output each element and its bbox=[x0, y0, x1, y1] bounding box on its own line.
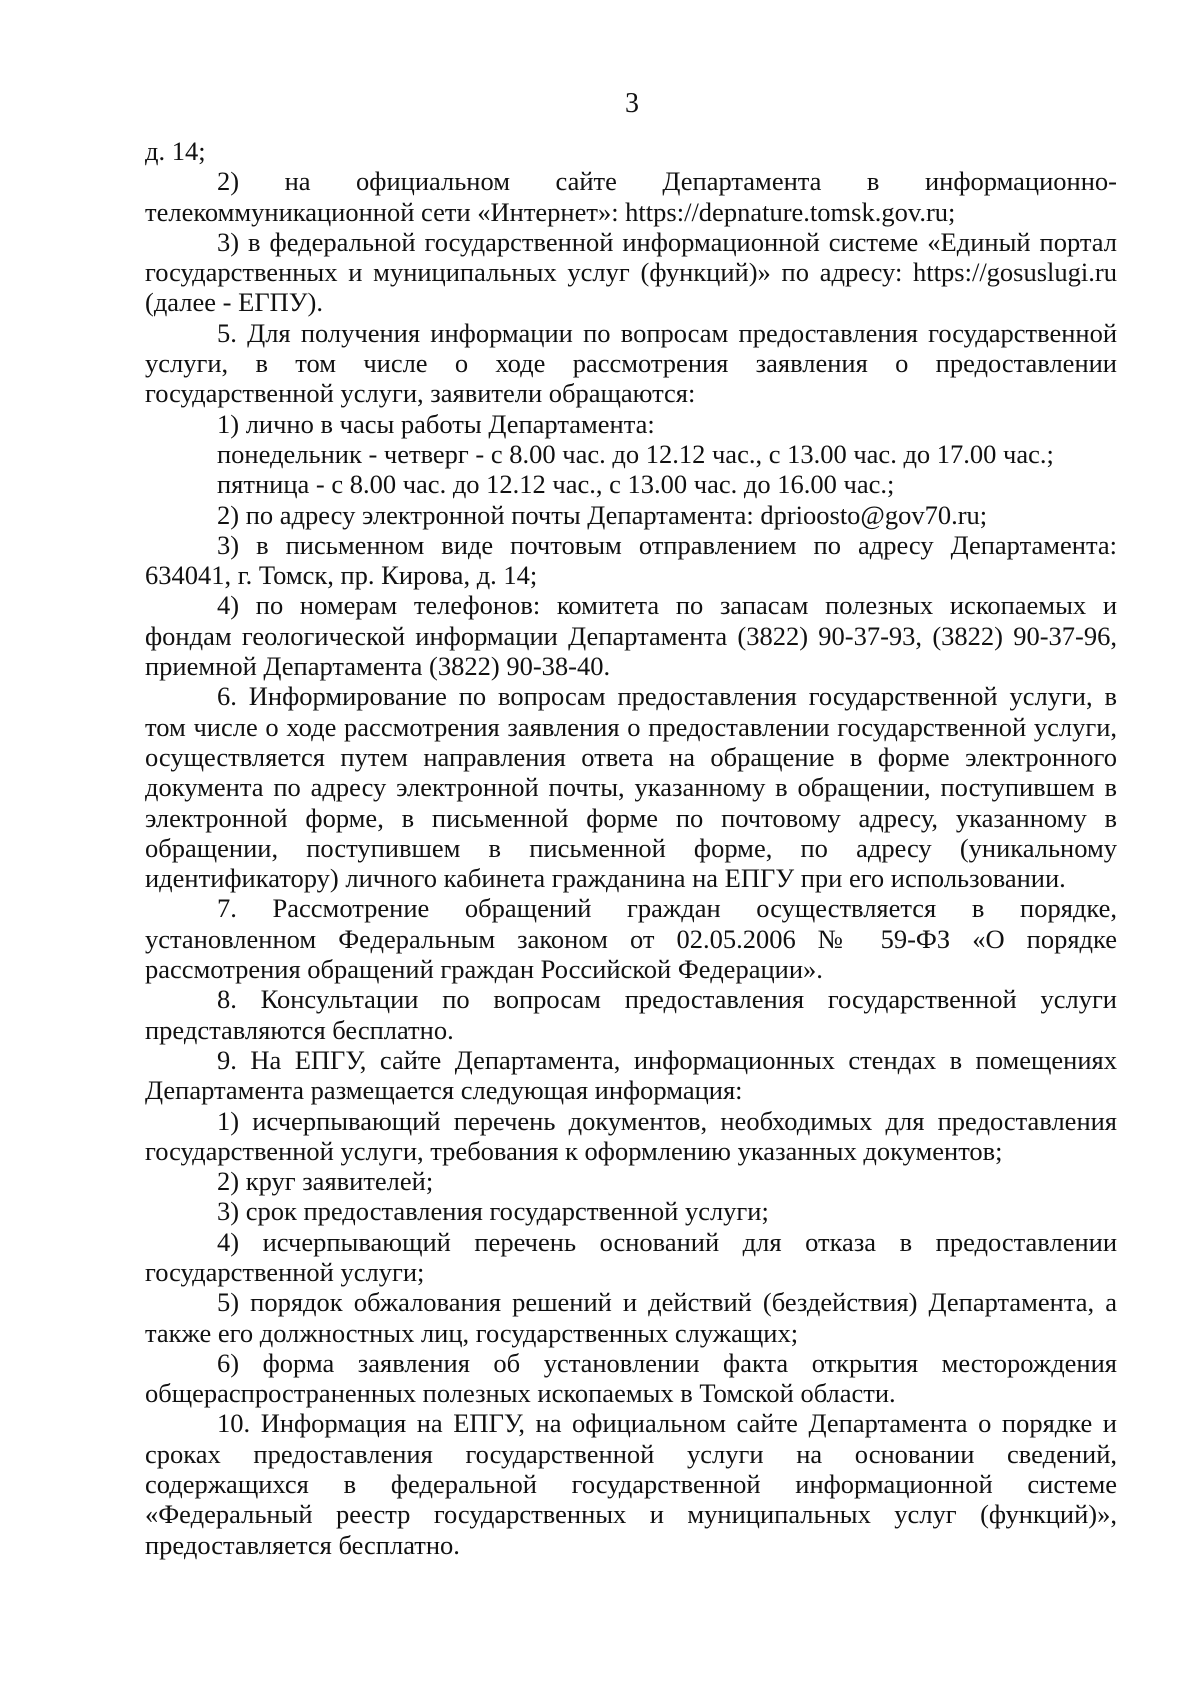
paragraph-item-3-epgu: 3) в федеральной государственной информационной системе «Единый портал государственных и муниципальных услуг (функций)» по адресу: https://gosuslugi.ru (далее - ЕГПУ). bbox=[145, 226, 1117, 318]
paragraph-5: 5. Для получения информации по вопросам предоставления государственной услуги, в том числе о ходе рассмотрения заявления о предоставлении государственной услуги, заявители обращаются: bbox=[145, 317, 1117, 409]
paragraph-7: 7. Рассмотрение обращений граждан осуществляется в порядке, установленном Федеральным законом от 02.05.2006 № 59-ФЗ «О порядке рассмотрения обращений граждан Российской Федерации». bbox=[145, 893, 1117, 985]
paragraph-8: 8. Консультации по вопросам предоставления государственной услуги представляются бесплатно. bbox=[145, 984, 1117, 1045]
paragraph-9-item-3: 3) срок предоставления государственной услуги; bbox=[217, 1196, 769, 1227]
paragraph-item-2-official-site: 2) на официальном сайте Департамента в информационно-телекоммуникационной сети «Интернет»: https://depnature.tomsk.gov.ru; bbox=[145, 166, 1117, 227]
paragraph-9-item-1: 1) исчерпывающий перечень документов, необходимых для предоставления государственной услуги, требования к оформлению указанных документов; bbox=[145, 1105, 1117, 1166]
paragraph-6: 6. Информирование по вопросам предоставления государственной услуги, в том числе о ходе рассмотрения заявления о предоставлении государственной услуги, осуществляется путем направления ответа на обращение в форме электронного документа по адресу электронной почты, указанному в обращении, поступившем в электронной форме, в письменной форме по почтовому адресу, указанному в обращении, поступившем в письменной форме, по адресу (уникальному идентификатору) личного кабинета гражданина на ЕПГУ при его использовании. bbox=[145, 681, 1117, 894]
paragraph-10: 10. Информация на ЕПГУ, на официальном сайте Департамента о порядке и сроках предоставления государственной услуги на основании сведений, содержащихся в федеральной государственной информационной системе «Федеральный реестр государственных и муниципальных услуг (функций)», предоставляется бесплатно. bbox=[145, 1408, 1117, 1560]
paragraph-9-item-6: 6) форма заявления об установлении факта открытия месторождения общераспространенных полезных ископаемых в Томской области. bbox=[145, 1347, 1117, 1409]
paragraph-9-item-4: 4) исчерпывающий перечень оснований для отказа в предоставлении государственной услуги; bbox=[145, 1226, 1117, 1287]
paragraph-5-item-2-email: 2) по адресу электронной почты Департамента: dprioosto@gov70.ru; bbox=[217, 499, 988, 530]
paragraph-5-item-3-mail: 3) в письменном виде почтовым отправлением по адресу Департамента: 634041, г. Томск, пр. Кирова, д. 14; bbox=[145, 529, 1117, 591]
paragraph-5-item-1: 1) лично в часы работы Департамента: bbox=[217, 408, 655, 439]
paragraph-9: 9. На ЕПГУ, сайте Департамента, информационных стендах в помещениях Департамента размещается следующая информация: bbox=[145, 1044, 1117, 1106]
paragraph-9-item-2: 2) круг заявителей; bbox=[217, 1166, 434, 1197]
document-body bbox=[145, 136, 1117, 1560]
page-number: 3 bbox=[625, 88, 639, 119]
paragraph-5-item-4-phones: 4) по номерам телефонов: комитета по запасам полезных ископаемых и фондам геологической информации Департамента (3822) 90-37-93, (3822) 90-37-96, приемной Департамента (3822) 90-38-40. bbox=[145, 590, 1117, 682]
paragraph-9-item-5: 5) порядок обжалования решений и действий (бездействия) Департамента, а также его должностных лиц, государственных служащих; bbox=[145, 1287, 1117, 1348]
paragraph-schedule-mon-thu: понедельник - четверг - с 8.00 час. до 12.12 час., с 13.00 час. до 17.00 час.; bbox=[217, 438, 1054, 469]
paragraph-continuation: д. 14; bbox=[145, 136, 206, 166]
paragraph-schedule-fri: пятница - с 8.00 час. до 12.12 час., с 13.00 час. до 16.00 час.; bbox=[217, 469, 895, 500]
